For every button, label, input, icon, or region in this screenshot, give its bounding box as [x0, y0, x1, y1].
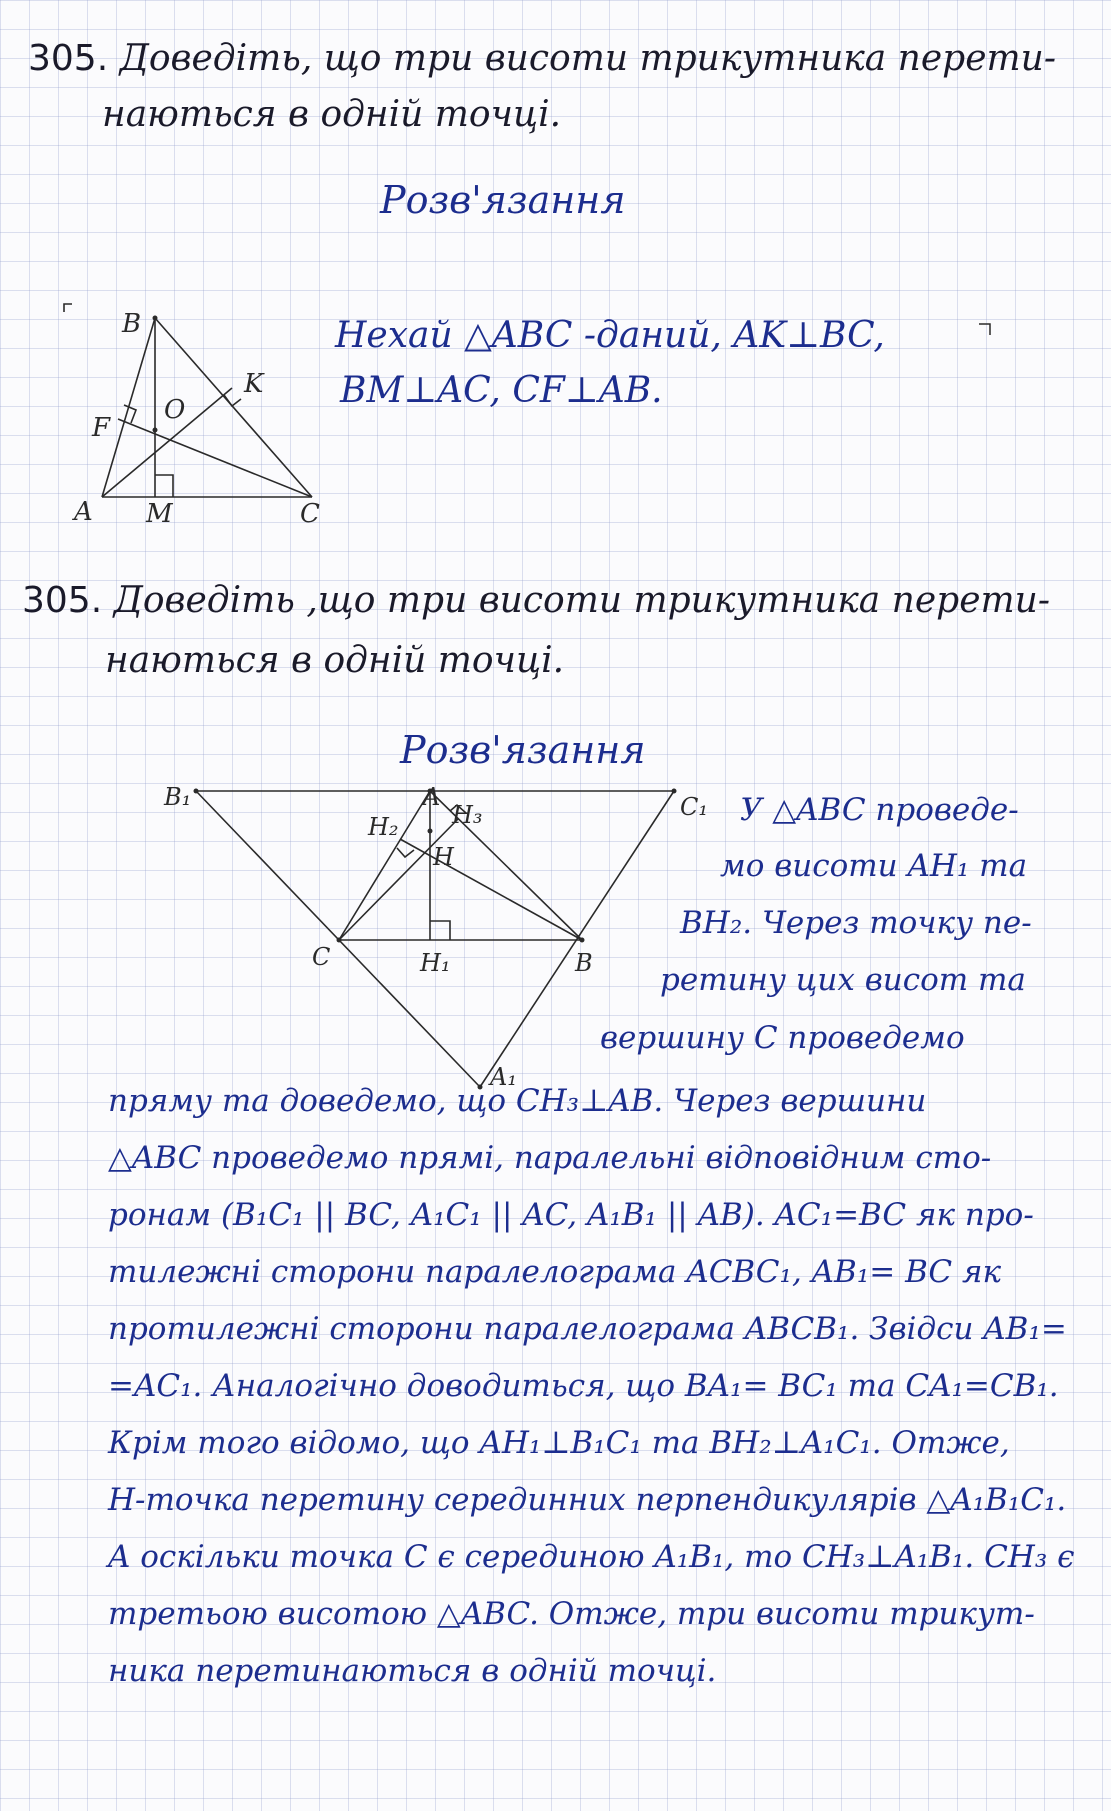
label-b1: B₁: [164, 783, 192, 811]
point-o: [153, 428, 158, 433]
right-angle-h2: [397, 848, 414, 857]
label-h3: H₃: [452, 801, 483, 829]
label-k: K: [244, 369, 264, 399]
label-b: B: [122, 309, 142, 339]
altitude-cf: [118, 419, 312, 497]
label-c: C: [312, 943, 331, 971]
body-line-5: протилежні сторони паралелограма ABCB₁. Звідси AB₁=: [108, 1311, 1067, 1347]
body-line-4: тилежні сторони паралелограма ACBC₁, AB₁= BC як: [108, 1254, 1002, 1290]
problem-1-given-line-2: BM⊥AC, CF⊥AB.: [340, 370, 663, 411]
problem-2-statement: [22, 580, 1050, 621]
body-line-2: △ABC проведемо прямі, паралельні відповідним сто-: [108, 1140, 992, 1176]
label-b: B: [575, 949, 593, 977]
label-h2: H₂: [368, 813, 399, 841]
problem-1-statement-line-1: Доведіть, що три висоти трикутника перети-: [119, 38, 1056, 79]
side-text-line-3: BH₂. Через точку пе-: [680, 905, 1032, 941]
label-a1: A₁: [490, 1063, 517, 1091]
label-o: O: [164, 395, 186, 425]
body-line-7: Крім того відомо, що AH₁⊥B₁C₁ та BH₂⊥A₁C₁. Отже,: [108, 1425, 1010, 1461]
body-line-3: ронам (B₁C₁ || BC, A₁C₁ || AC, A₁B₁ || AB). AC₁=BC як про-: [108, 1197, 1034, 1233]
problem-2-number: 305.: [22, 580, 103, 621]
problem-1-triangle-figure: [60, 300, 360, 545]
point-c: [337, 938, 342, 943]
label-f: F: [92, 413, 111, 443]
problem-1-statement: [28, 38, 1056, 79]
problem-1-solution-heading: Розв'язання: [380, 178, 626, 222]
problem-2-statement-line-2: наються в одній точці.: [105, 640, 565, 681]
label-a: A: [74, 497, 93, 527]
point-b: [153, 316, 158, 321]
side-text-line-1: У △ABC проведе-: [740, 792, 1019, 828]
side-text-line-5: вершину C проведемо: [600, 1020, 965, 1056]
side-text-line-4: ретину цих висот та: [660, 962, 1026, 998]
body-line-6: =AC₁. Аналогічно доводиться, що BA₁= BC₁ та CA₁=CB₁.: [108, 1368, 1059, 1404]
point-c1: [672, 789, 677, 794]
body-line-8: H-точка перетину серединних перпендикулярів △A₁B₁C₁.: [108, 1482, 1067, 1518]
right-angle-m: [155, 475, 173, 497]
side-text-line-2: мо висоти AH₁ та: [720, 848, 1028, 884]
corner-mark: [64, 304, 72, 312]
corner-mark: [978, 322, 992, 336]
label-m: M: [146, 499, 173, 529]
altitude-bh2: [400, 839, 582, 940]
problem-2-statement-line-1: Доведіть ,що три висоти трикутника перети-: [113, 580, 1050, 621]
label-c: C: [300, 499, 320, 529]
point-b: [580, 938, 585, 943]
point-h: [428, 829, 433, 834]
body-line-9: A оскільки точка C є серединою A₁B₁, то CH₃⊥A₁B₁. CH₃ є: [108, 1539, 1075, 1575]
problem-1-given-line-1: Нехай △ABC -даний, AK⊥BC,: [335, 315, 885, 356]
label-a: A: [423, 783, 441, 811]
problem-2-solution-heading: Розв'язання: [400, 728, 646, 772]
body-line-10: третьою висотою △ABC. Отже, три висоти трикут-: [108, 1596, 1035, 1632]
label-h: H: [433, 843, 454, 871]
label-h1: H₁: [420, 949, 451, 977]
body-line-11: ника перетинаються в одній точці.: [108, 1653, 717, 1689]
problem-1-number: 305.: [28, 38, 109, 79]
problem-1-statement-line-2: наються в одній точці.: [102, 94, 562, 135]
label-c1: C₁: [680, 793, 708, 821]
right-angle-h1: [430, 921, 450, 940]
point-b1: [194, 789, 199, 794]
body-line-1: пряму та доведемо, що CH₃⊥AB. Через вершини: [108, 1083, 927, 1119]
